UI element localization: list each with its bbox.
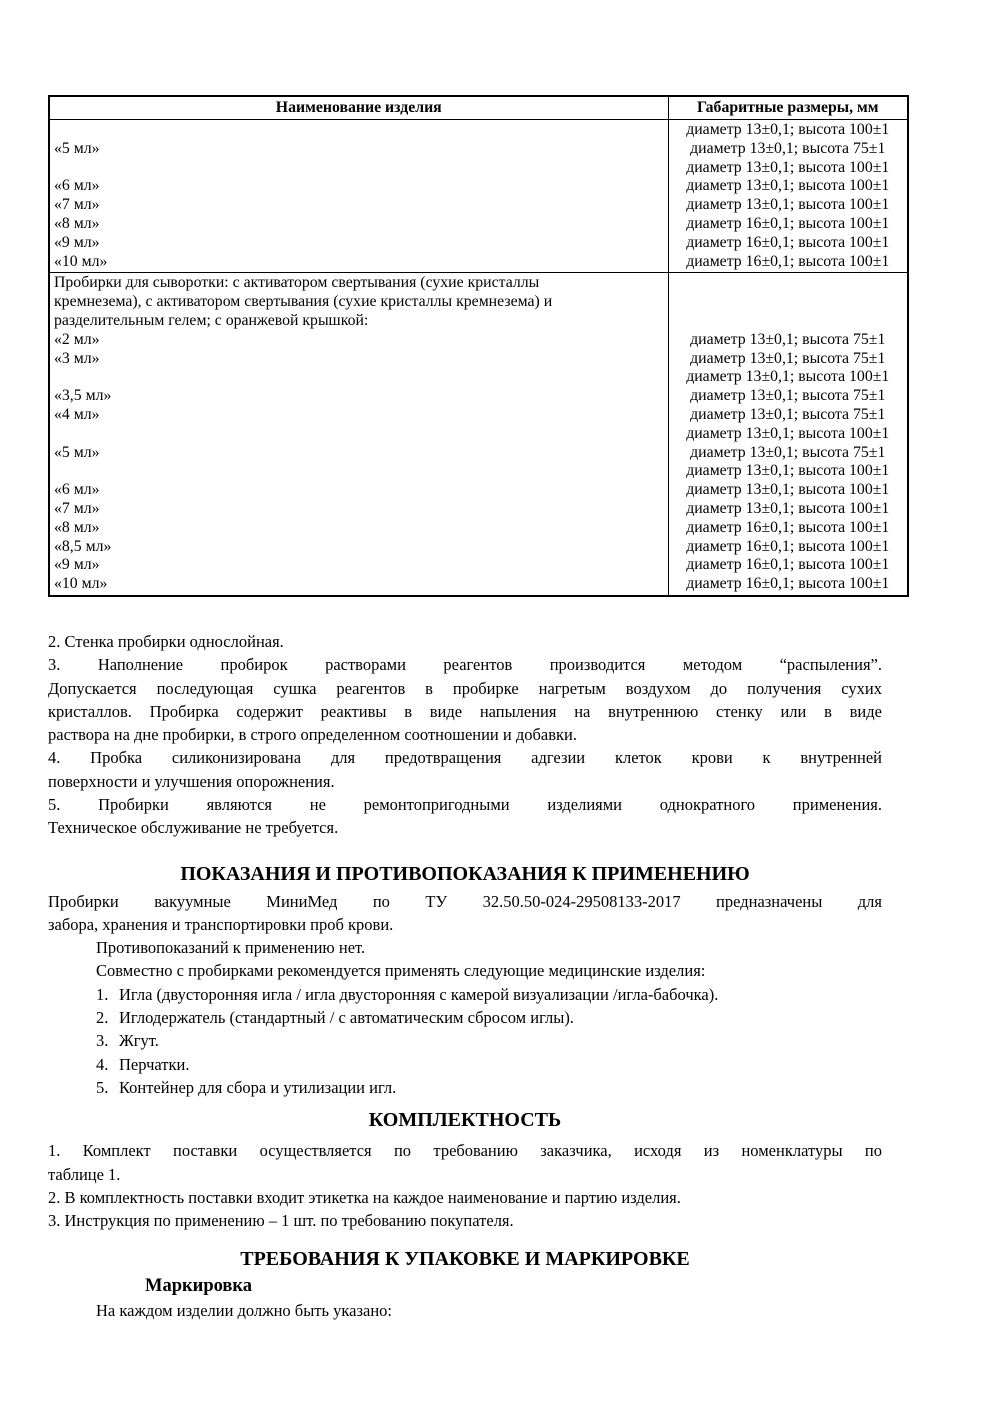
list-item xyxy=(96,1029,882,1052)
product-name-line: «5 мл» xyxy=(54,139,100,157)
paragraph-line: 1. Комплект поставки осуществляется по требованию заказчика, исходя из номенклатуры по xyxy=(48,1141,882,1161)
empty-dimension-lines xyxy=(673,274,904,330)
product-name-line: «3,5 мл» xyxy=(54,387,112,405)
table-row-plain-tubes xyxy=(49,120,908,273)
completeness-heading: КОМПЛЕКТНОСТЬ xyxy=(368,1109,562,1132)
product-name-line: «6 мл» xyxy=(54,481,100,499)
paragraph-line: поверхности и улучшения опорожнения. xyxy=(48,771,335,791)
paragraph-line: Допускается последующая сушка реагентов в пробирке нагретым воздухом до получения сухих xyxy=(48,678,882,698)
dimension-line: диаметр 16±0,1; высота 100±1 xyxy=(686,556,890,574)
product-name-line: «2 мл» xyxy=(54,330,100,348)
product-dimensions-table xyxy=(48,95,909,597)
serum-tubes-dimensions-cell xyxy=(668,273,908,596)
paragraph-line: Техническое обслуживание не требуется. xyxy=(48,818,339,838)
serum-name-lines xyxy=(54,331,664,594)
indications-intro xyxy=(48,890,882,937)
table-header-product-name: Наименование изделия xyxy=(49,96,668,120)
dimension-line: диаметр 13±0,1; высота 100±1 xyxy=(686,196,890,214)
paragraph-line: раствора на дне пробирки, в строго определенном соотношении и добавки. xyxy=(48,725,577,745)
marking-subheading: Маркировка xyxy=(145,1276,253,1297)
dimension-line: диаметр 13±0,1; высота 100±1 xyxy=(686,368,890,386)
paragraph-line: кристаллов. Пробирка содержит реактивы в виде напыления на внутреннюю стенку или в виде xyxy=(48,701,882,721)
list-item-number: 2. xyxy=(96,1008,109,1028)
packaging-heading: ТРЕБОВАНИЯ К УПАКОВКЕ И МАРКИРОВКЕ xyxy=(240,1248,690,1271)
paragraph-line: 2. Стенка пробирки однослойная. xyxy=(48,631,284,651)
paragraph-line: таблице 1. xyxy=(48,1164,121,1184)
dimension-line: диаметр 13±0,1; высота 100±1 xyxy=(686,499,890,517)
list-item-text: Перчатки. xyxy=(119,1054,190,1074)
dimension-line: диаметр 13±0,1; высота 100±1 xyxy=(686,424,890,442)
product-name-line xyxy=(54,121,664,140)
list-item xyxy=(96,983,882,1006)
document-body xyxy=(48,630,882,1322)
list-item-text: Игла (двусторонняя игла / игла двусторонняя с камерой визуализации /игла-бабочка). xyxy=(119,984,719,1004)
dimension-line: диаметр 13±0,1; высота 100±1 xyxy=(686,462,890,480)
indications-recommended: Совместно с пробирками рекомендуется применять следующие медицинские изделия: xyxy=(96,961,706,981)
product-name-line: «5 мл» xyxy=(54,443,100,461)
product-name-line: «4 мл» xyxy=(54,405,100,423)
plain-tubes-names-cell xyxy=(49,120,668,273)
list-item-text: Иглодержатель (стандартный / с автоматическим сбросом иглы). xyxy=(119,1008,574,1028)
dimension-line: диаметр 16±0,1; высота 100±1 xyxy=(686,575,890,593)
dimension-line: диаметр 13±0,1; высота 75±1 xyxy=(690,330,886,348)
product-name-line: «8 мл» xyxy=(54,214,100,232)
dimension-line: диаметр 16±0,1; высота 100±1 xyxy=(686,233,890,251)
product-name-line xyxy=(54,159,664,178)
serum-description-line: кремнезема), с активатором свертывания (сухие кристаллы кремнезема) и xyxy=(54,293,553,311)
dimension-line: диаметр 16±0,1; высота 100±1 xyxy=(686,252,890,270)
list-item-text: Контейнер для сбора и утилизации игл. xyxy=(119,1077,397,1097)
serum-description xyxy=(54,274,664,330)
list-item-text: Жгут. xyxy=(119,1031,159,1051)
product-name-line: «9 мл» xyxy=(54,233,100,251)
list-item-number: 4. xyxy=(96,1054,109,1074)
product-name-line: «8,5 мл» xyxy=(54,537,112,555)
table-row-serum-tubes xyxy=(49,273,908,596)
product-name-line xyxy=(54,425,664,444)
indications-heading: ПОКАЗАНИЯ И ПРОТИВОПОКАЗАНИЯ К ПРИМЕНЕНИЮ xyxy=(180,862,750,885)
dimension-line: диаметр 13±0,1; высота 75±1 xyxy=(690,349,886,367)
dimension-line: диаметр 16±0,1; высота 100±1 xyxy=(686,518,890,536)
product-name-line: «6 мл» xyxy=(54,177,100,195)
dimension-line: диаметр 13±0,1; высота 75±1 xyxy=(690,443,886,461)
list-item-number: 5. xyxy=(96,1077,109,1097)
list-item-number: 3. xyxy=(96,1031,109,1051)
product-name-line: «3 мл» xyxy=(54,349,100,367)
paragraph-stopper xyxy=(48,746,882,793)
paragraph-line: 5. Пробирки являются не ремонтопригодными изделиями однократного применения. xyxy=(48,795,882,814)
paragraph-wall xyxy=(48,630,882,653)
product-name-line: «10 мл» xyxy=(54,575,108,593)
serum-description-line: Пробирки для сыворотки: с активатором свертывания (сухие кристаллы xyxy=(54,274,540,292)
serum-description-line: разделительным гелем; с оранжевой крышкой: xyxy=(54,311,369,329)
paragraph-line: 3. Наполнение пробирок растворами реагентов производится методом “распыления”. xyxy=(48,655,882,675)
product-name-line: «10 мл» xyxy=(54,252,108,270)
product-name-line: «7 мл» xyxy=(54,196,100,214)
serum-dimension-lines xyxy=(673,331,904,594)
dimension-line: диаметр 13±0,1; высота 75±1 xyxy=(690,387,886,405)
dimension-line: диаметр 13±0,1; высота 100±1 xyxy=(686,481,890,499)
paragraph-filling xyxy=(48,653,882,746)
paragraph-line: забора, хранения и транспортировки проб крови. xyxy=(48,914,394,934)
paragraph-line: 4. Пробка силиконизирована для предотвращения адгезии клеток крови к внутренней xyxy=(48,748,882,768)
table-header-dimensions: Габаритные размеры, мм xyxy=(668,96,908,120)
product-name-line: «9 мл» xyxy=(54,556,100,574)
dimension-line: диаметр 13±0,1; высота 75±1 xyxy=(690,405,886,423)
product-name-line: «8 мл» xyxy=(54,518,100,536)
product-name-line xyxy=(54,462,664,481)
completeness-item-1 xyxy=(48,1139,882,1186)
dimension-line: диаметр 16±0,1; высота 100±1 xyxy=(686,537,890,555)
serum-tubes-names-cell xyxy=(49,273,668,596)
dimension-line: диаметр 13±0,1; высота 75±1 xyxy=(690,139,886,157)
dimension-line: диаметр 16±0,1; высота 100±1 xyxy=(686,214,890,232)
list-item xyxy=(96,1006,882,1029)
product-name-line xyxy=(54,368,664,387)
plain-tubes-dimensions-cell xyxy=(668,120,908,273)
completeness-item-3: 3. Инструкция по применению – 1 шт. по требованию покупателя. xyxy=(48,1211,514,1231)
paragraph-single-use xyxy=(48,793,882,840)
list-item xyxy=(96,1053,882,1076)
list-item xyxy=(96,1076,882,1099)
completeness-item-2: 2. В комплектность поставки входит этикетка на каждое наименование и партию изделия. xyxy=(48,1187,681,1207)
paragraph-line: Пробирки вакуумные МиниМед по ТУ 32.50.50-024-29508133-2017 предназначены для xyxy=(48,891,882,911)
recommended-devices-list xyxy=(48,983,882,1099)
indications-no-contra: Противопоказаний к применению нет. xyxy=(96,938,366,958)
dimension-line: диаметр 13±0,1; высота 100±1 xyxy=(686,121,890,138)
list-item-number: 1. xyxy=(96,984,109,1004)
table-header-row xyxy=(49,96,908,120)
dimension-line: диаметр 13±0,1; высота 100±1 xyxy=(686,158,890,176)
dimension-line: диаметр 13±0,1; высота 100±1 xyxy=(686,177,890,195)
marking-intro: На каждом изделии должно быть указано: xyxy=(96,1300,392,1320)
product-name-line: «7 мл» xyxy=(54,499,100,517)
